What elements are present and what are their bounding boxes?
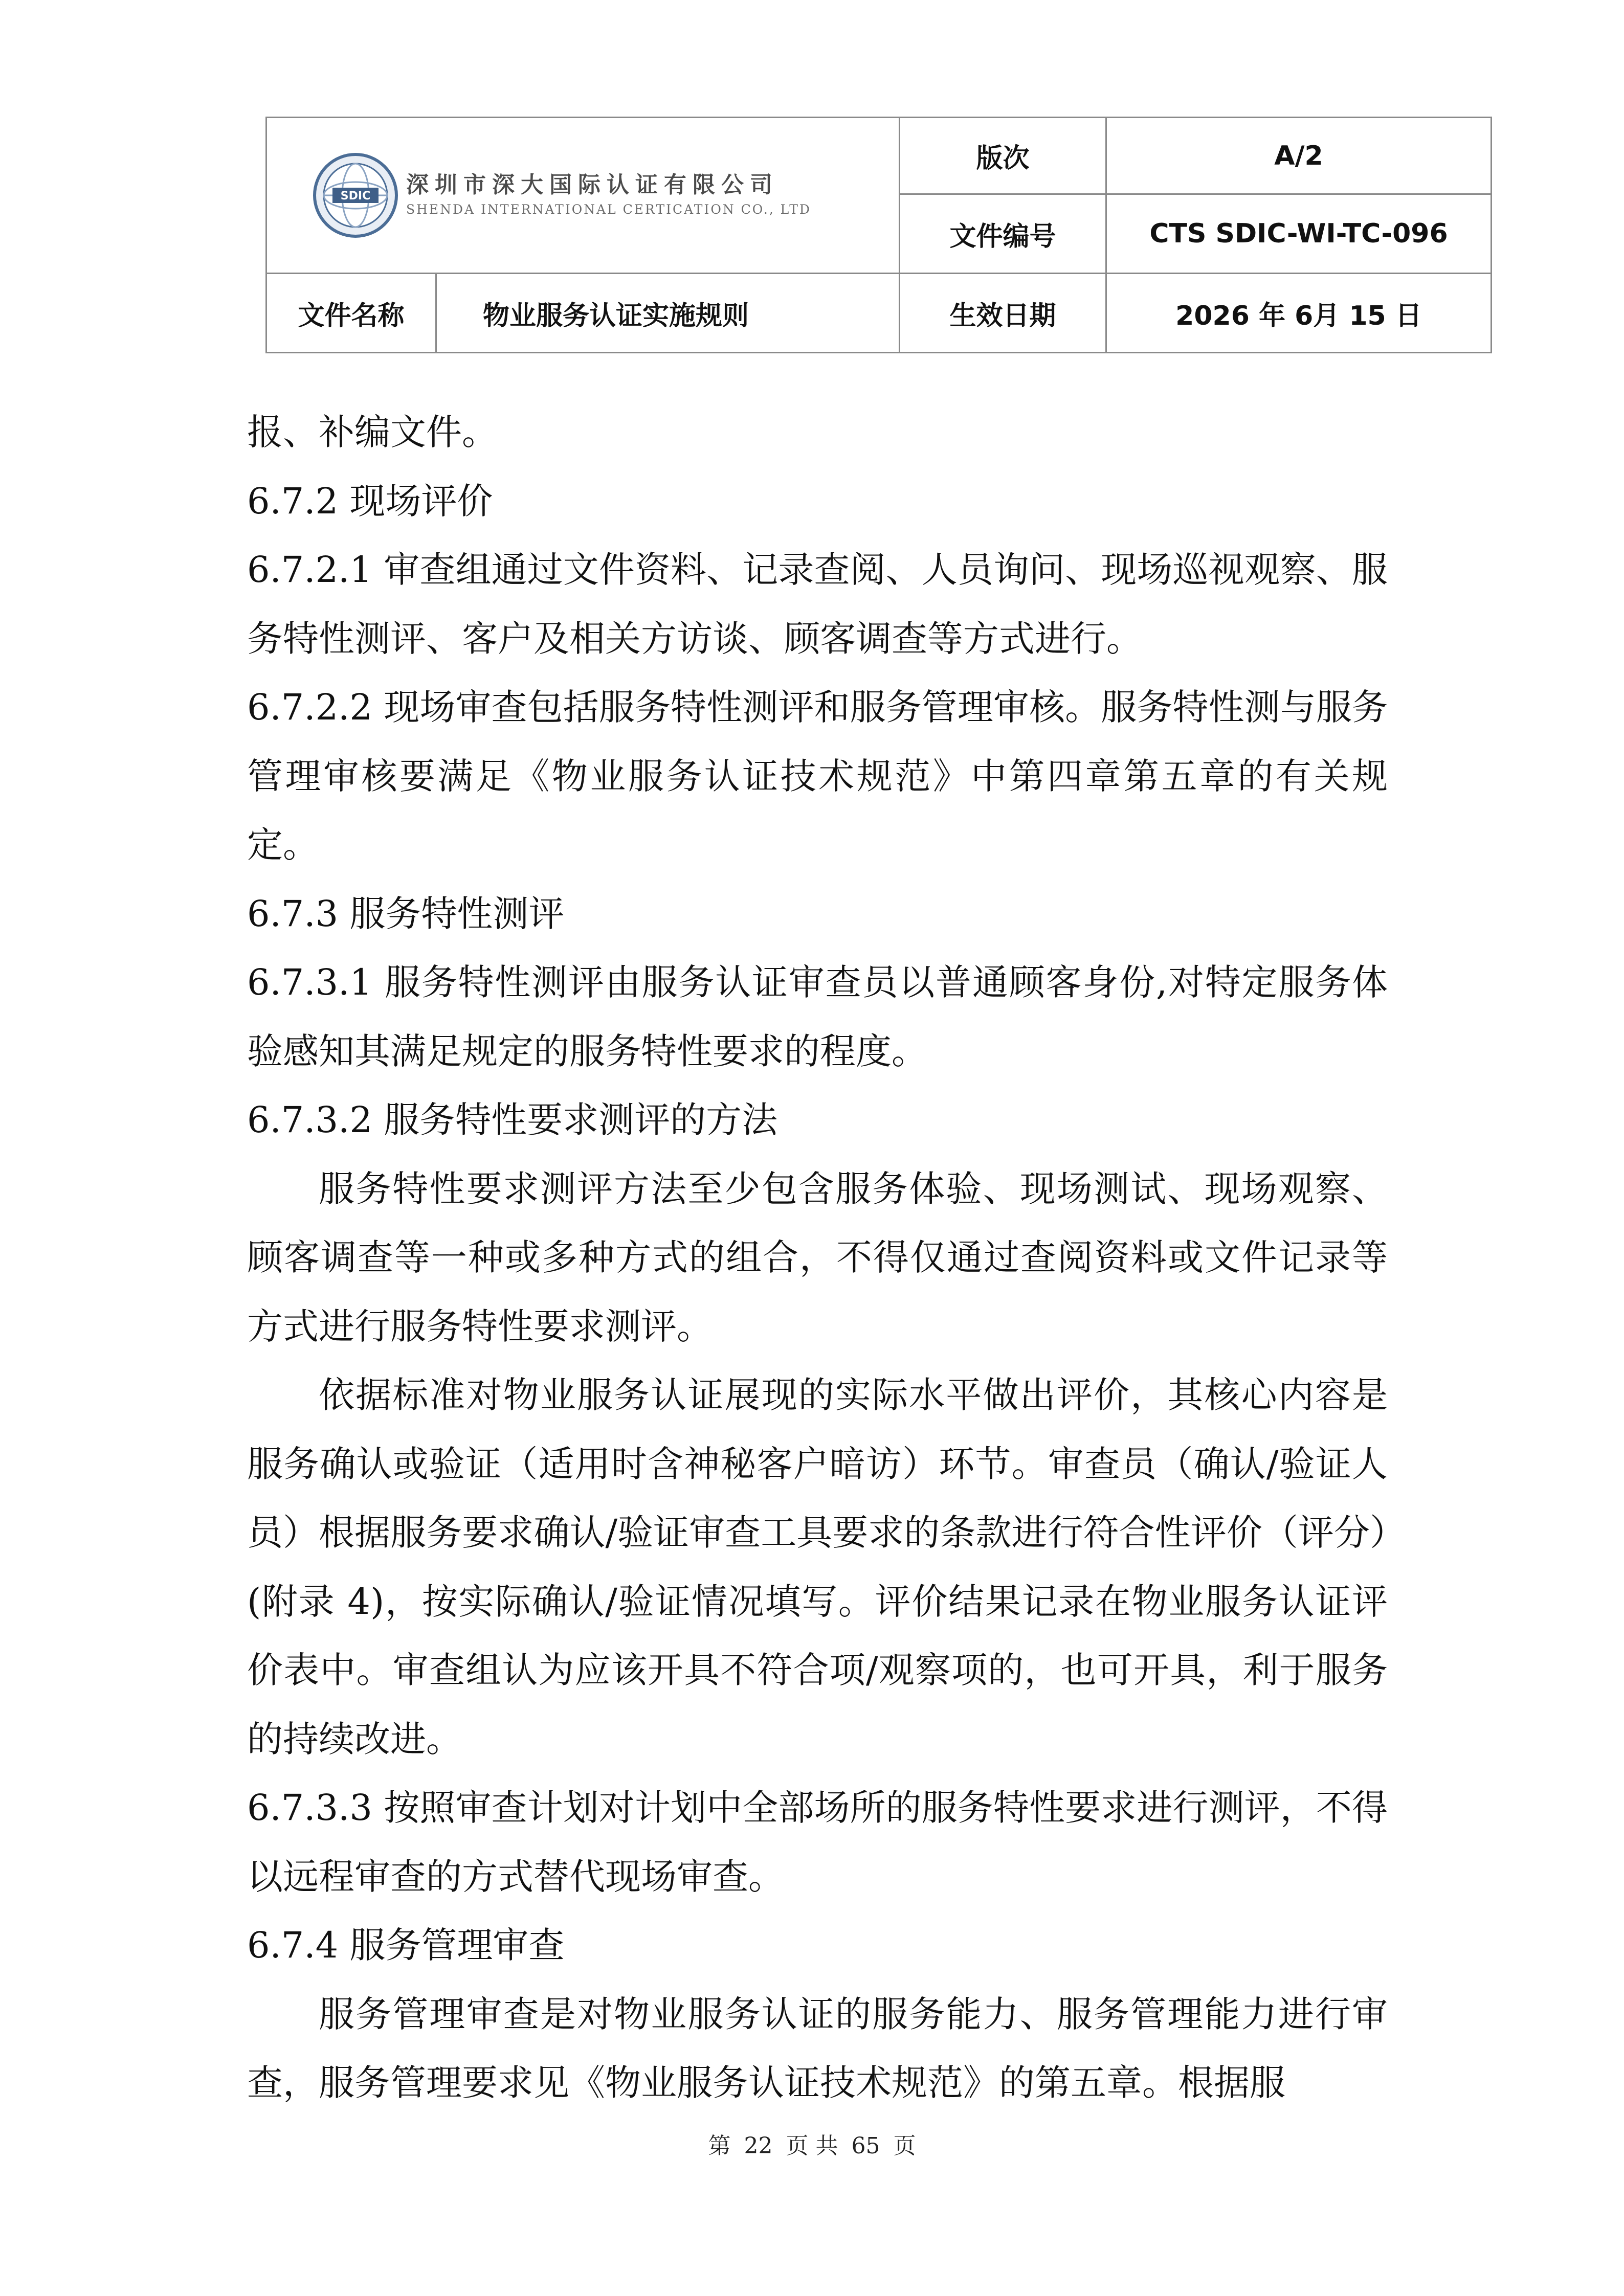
company-logo-icon <box>312 152 399 239</box>
paragraph: 服务管理审查是对物业服务认证的服务能力、服务管理能力进行审查，服务管理要求见《物业服务认证技术规范》的第五章。根据服 <box>247 1993 1388 2104</box>
company-name-cn: 深圳市深大国际认证有限公司 <box>406 171 778 198</box>
footer-suffix: 页 <box>893 2133 916 2159</box>
document-body <box>247 398 1388 2118</box>
paragraph: 6.7.2.1 审查组通过文件资料、记录查阅、人员询问、现场巡视观察、服务特性测评、客户及相关方访谈、顾客调查等方式进行。 <box>247 549 1388 660</box>
effective-date-value: 2026 年 6月 15 日 <box>1106 274 1492 353</box>
total-pages-number: 65 <box>851 2133 880 2159</box>
company-logo-cell <box>266 118 900 274</box>
paragraph: 6.7.3.1 服务特性测评由服务认证审查员以普通顾客身份,对特定服务体验感知其满足规定的服务特性要求的程度。 <box>247 961 1388 1072</box>
file-name-label: 文件名称 <box>266 274 436 353</box>
section-heading: 6.7.2 现场评价 <box>247 480 493 522</box>
paragraph: 依据标准对物业服务认证展现的实际水平做出评价，其核心内容是服务确认或验证（适用时含神秘客户暗访）环节。审查员（确认/验证人员）根据服务要求确认/验证审查工具要求的条款进行符合性评价（评分）(附录 4)，按实际确认/验证情况填写。评价结果记录在物业服务认证评价表中。审查组认为应该开具不符合项/观察项的，也可开具，利于服务的持续改进。 <box>247 1374 1388 1760</box>
section-heading: 6.7.3 服务特性测评 <box>247 892 565 935</box>
page-footer <box>0 2127 1624 2160</box>
current-page-number: 22 <box>744 2133 773 2159</box>
document-header-table <box>265 117 1492 353</box>
doc-number-value: CTS SDIC-WI-TC-096 <box>1106 194 1492 274</box>
section-heading: 6.7.4 服务管理审查 <box>247 1924 565 1966</box>
file-name-value: 物业服务认证实施规则 <box>436 274 900 353</box>
footer-prefix: 第 <box>708 2133 731 2159</box>
version-label: 版次 <box>900 118 1106 194</box>
version-value: A/2 <box>1106 118 1492 194</box>
logo-text: SDIC <box>340 190 371 202</box>
paragraph: 6.7.3.3 按照审查计划对计划中全部场所的服务特性要求进行测评，不得以远程审查的方式替代现场审查。 <box>247 1787 1388 1898</box>
paragraph: 服务特性要求测评方法至少包含服务体验、现场测试、现场观察、顾客调查等一种或多种方式的组合，不得仅通过查阅资料或文件记录等方式进行服务特性要求测评。 <box>247 1167 1388 1347</box>
doc-number-label: 文件编号 <box>900 194 1106 274</box>
company-name-en: SHENDA INTERNATIONAL CERTICATION CO., LTD <box>406 201 811 217</box>
effective-date-label: 生效日期 <box>900 274 1106 353</box>
paragraph: 报、补编文件。 <box>247 411 498 453</box>
footer-middle: 页 共 <box>786 2133 838 2159</box>
paragraph: 6.7.2.2 现场审查包括服务特性测评和服务管理审核。服务特性测与服务管理审核要满足《物业服务认证技术规范》中第四章第五章的有关规定。 <box>247 686 1388 866</box>
section-heading: 6.7.3.2 服务特性要求测评的方法 <box>247 1099 778 1141</box>
